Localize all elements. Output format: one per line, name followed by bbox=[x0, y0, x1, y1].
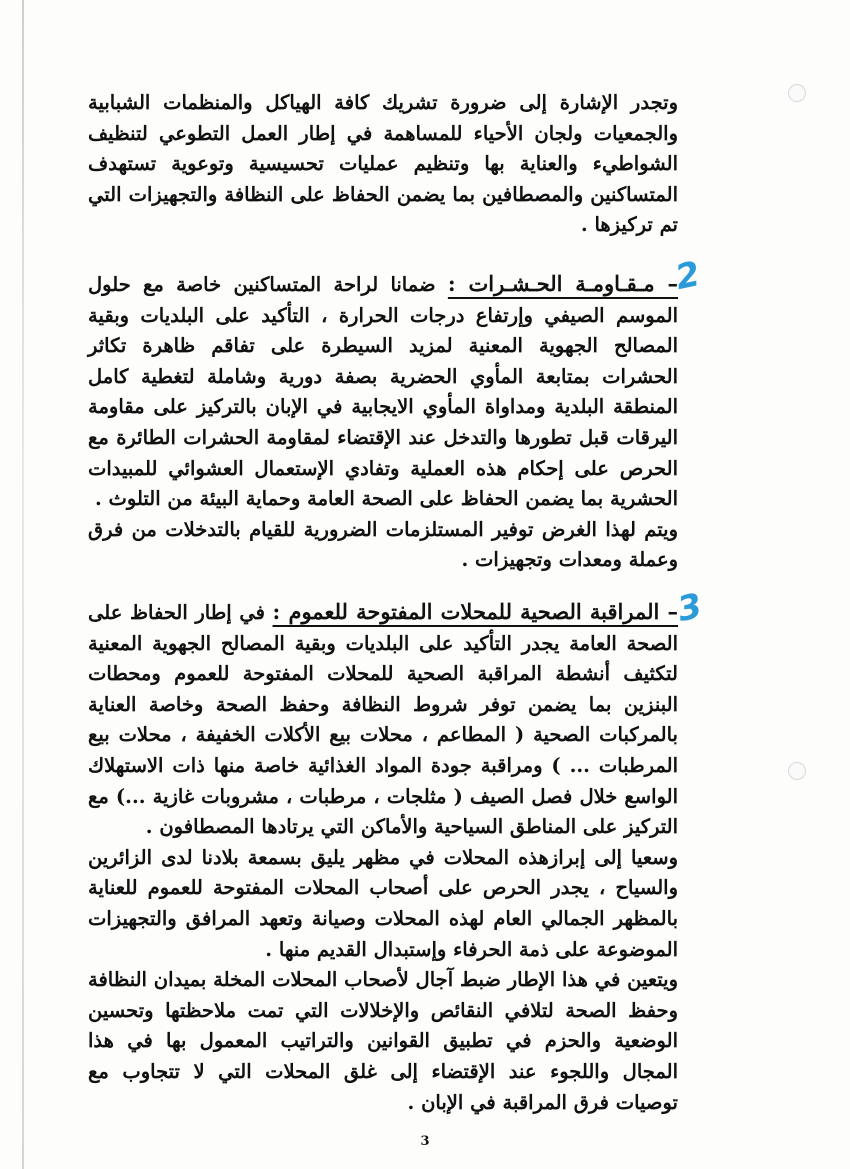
section-2-paragraph-1 bbox=[88, 269, 738, 515]
section-3 bbox=[88, 597, 738, 1118]
punch-hole bbox=[788, 84, 806, 102]
section-3-paragraph-1 bbox=[88, 597, 738, 843]
section-2-paragraph-1-text: ضمانا لراحة المتساكنين خاصة مع حلول الموسم الصيفي وإرتفاع درجات الحرارة ، التأكيد على البلديات وبقية المصالح الجهوية المعنية لمزيد السيطرة على تفاقم ظاهرة تكاثر الحشرات بمتابعة المأوي الحضرية بصفة دورية وشاملة لتغطية كامل المنطقة البلدية ومداواة المأوي الايجابية في الإبان بالتركيز على مقاومة اليرقات قبل تطورها والتدخل عند الإقتضاء لمقاومة الحشرات الطائرة مع الحرص على إحكام هذه العملية وتفادي الإستعمال العشوائي للمبيدات الحشرية بما يضمن الحفاظ على الصحة العامة وحماية البيئة من التلوث . bbox=[88, 273, 678, 511]
section-2-paragraph-2: ويتم لهذا الغرض توفير المستلزمات الضرورية للقيام بالتدخلات من فرق وعملة ومعدات وتجهيزات . bbox=[88, 517, 678, 572]
section-2-handwritten-marker: 2 bbox=[672, 253, 704, 299]
section-3-heading: – المراقبة الصحية للمحلات المفتوحة للعموم : bbox=[272, 599, 678, 624]
punch-hole bbox=[788, 762, 806, 780]
section-2 bbox=[88, 269, 738, 576]
section-3-handwritten-marker: 3 bbox=[674, 585, 706, 631]
intro-paragraph-text: وتجدر الإشارة إلى ضرورة تشريك كافة الهياكل والمنظمات الشبابية والجمعيات ولجان الأحياء للمساهمة في إطار العمل التطوعي لتنظيف الشواطيء والعناية بها وتنظيم عمليات تحسيسية وتوعوية تستهدف المتساكنين والمصطافين بما يضمن الحفاظ على النظافة والتجهيزات التي تم تركيزها . bbox=[88, 91, 678, 237]
intro-paragraph bbox=[88, 88, 738, 241]
page-number: 3 bbox=[420, 1134, 430, 1149]
section-3-paragraph-3: ويتعين في هذا الإطار ضبط آجال لأصحاب المحلات المخلة بميدان النظافة وحفظ الصحة لتلافي النقائص والإخلالات التي تمت ملاحظتها وتحسين الوضعية والحزم في تطبيق القوانين والتراتيب المعمول بها في هذا المجال واللجوء عند الإقتضاء إلى غلق المحلات التي لا تتجاوب مع توصيات فرق المراقبة في الإبان . bbox=[88, 968, 678, 1114]
section-2-heading: – مـقـاومـة الحـشـرات : bbox=[447, 271, 678, 296]
section-3-paragraph-1-text: في إطار الحفاظ على الصحة العامة يجدر التأكيد على البلديات وبقية المصالح الجهوية المعنية لتكثيف أنشطة المراقبة الصحية للمحلات المفتوحة للعموم ومحطات البنزين بما يضمن توفر شروط النظافة وحفظ الصحة وخاصة العناية بالمركبات الصحية ( المطاعم ، محلات بيع الأكلات الخفيفة ، محلات بيع المرطبات ... ) ومراقبة جودة المواد الغذائية خاصة منها ذات الاستهلاك الواسع خلال فصل الصيف ( مثلجات ، مرطبات ، مشروبات غازية ...) مع التركيز على المناطق السياحية والأماكن التي يرتادها المصطافون . bbox=[88, 601, 678, 839]
section-3-paragraph-2: وسعيا إلى إبرازهذه المحلات في مظهر يليق بسمعة بلادنا لدى الزائرين والسياح ، يجدر الحرص على أصحاب المحلات المفتوحة للعموم للعناية بالمظهر الجمالي العام لهذه المحلات وصيانة وتعهد المرافق والتجهيزات الموضوعة على ذمة الحرفاء وإستبدال القديم منها . bbox=[88, 845, 678, 961]
